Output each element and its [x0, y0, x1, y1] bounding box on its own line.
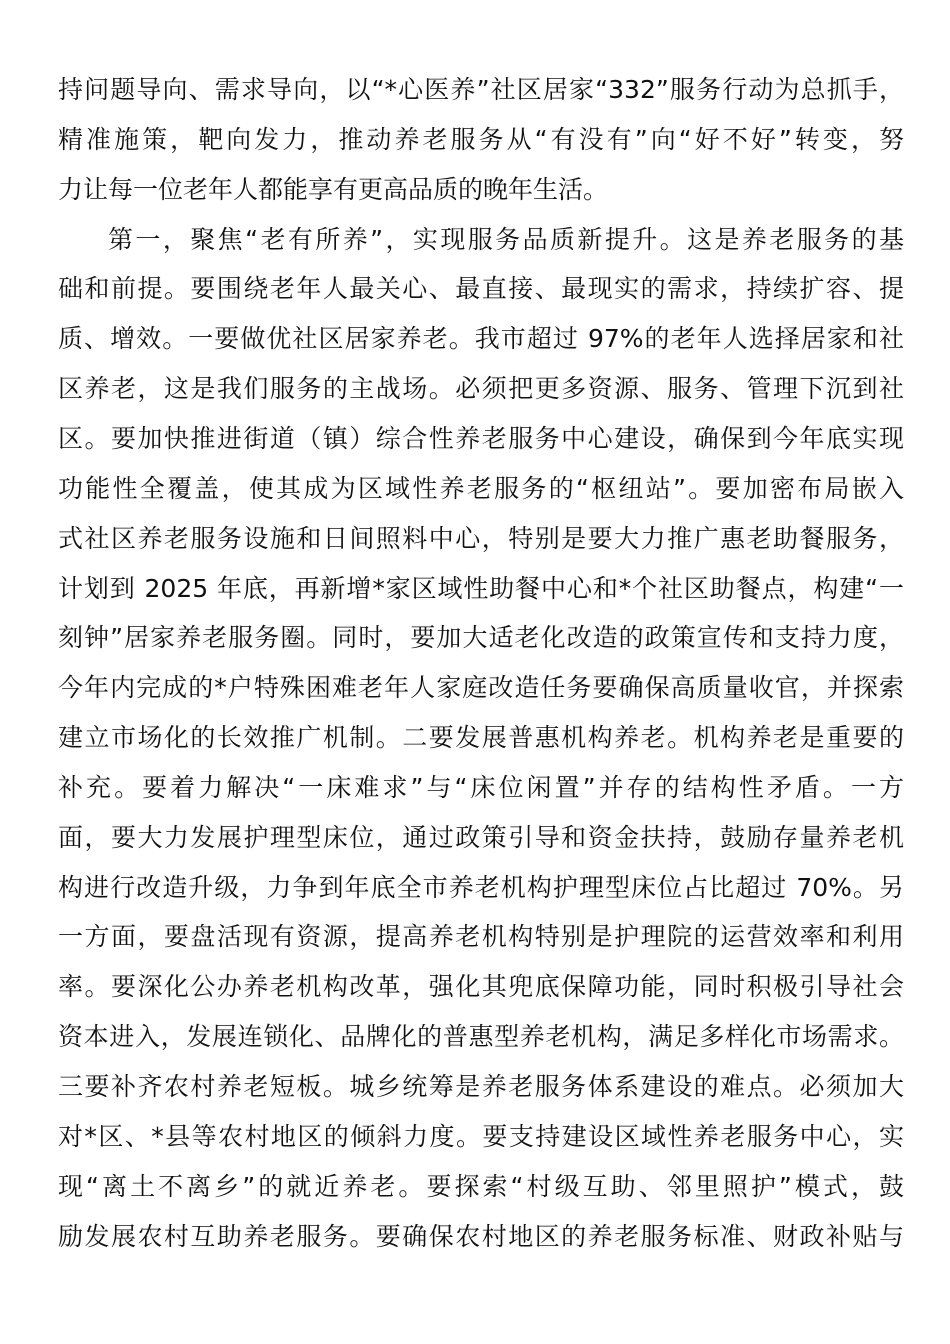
text-line: 率。要深化公办养老机构改革，强化其兜底保障功能，同时积极引导社会 — [58, 972, 904, 1002]
text-line: 励发展农村互助养老服务。要确保农村地区的养老服务标准、财政补贴与 — [58, 1221, 904, 1251]
text-line: 质、增效。一要做优社区居家养老。我市超过 97%的老年人选择居家和社 — [58, 324, 904, 354]
text-line: 对*区、*县等农村地区的倾斜力度。要支持建设区域性养老服务中心，实 — [58, 1121, 904, 1151]
text-line: 精准施策，靶向发力，推动养老服务从“有没有”向“好不好”转变，努 — [58, 124, 904, 154]
text-line: 资本进入，发展连锁化、品牌化的普惠型养老机构，满足多样化市场需求。 — [58, 1022, 904, 1052]
text-line: 力让每一位老年人都能享有更高品质的晚年生活。 — [58, 174, 609, 204]
text-line: 础和前提。要围绕老年人最关心、最直接、最现实的需求，持续扩容、提 — [58, 274, 904, 304]
text-line: 式社区养老服务设施和日间照料中心，特别是要大力推广惠老助餐服务， — [58, 523, 904, 553]
text-line: 功能性全覆盖，使其成为区域性养老服务的“枢纽站”。要加密布局嵌入 — [58, 473, 904, 503]
text-line: 现“离土不离乡”的就近养老。要探索“村级互助、邻里照护”模式，鼓 — [58, 1171, 904, 1201]
text-line: 补充。要着力解决“一床难求”与“床位闲置”并存的结构性矛盾。一方 — [58, 772, 904, 802]
text-line: 区养老，这是我们服务的主战场。必须把更多资源、服务、管理下沉到社 — [58, 374, 904, 404]
text-line: 第一，聚焦“老有所养”，实现服务品质新提升。这是养老服务的基 — [108, 224, 904, 254]
text-line: 持问题导向、需求导向，以“*心医养”社区居家“332”服务行动为总抓手， — [58, 75, 904, 104]
text-line: 今年内完成的*户特殊困难老年人家庭改造任务要确保高质量收官，并探索 — [58, 673, 904, 703]
text-line: 构进行改造升级，力争到年底全市养老机构护理型床位占比超过 70%。另 — [58, 872, 904, 902]
text-line: 一方面，要盘活现有资源，提高养老机构特别是护理院的运营效率和利用 — [58, 922, 904, 952]
text-line: 区。要加快推进街道（镇）综合性养老服务中心建设，确保到今年底实现 — [58, 423, 904, 453]
text-line: 计划到 2025 年底，再新增*家区域性助餐中心和*个社区助餐点，构建“一 — [58, 573, 904, 603]
text-line: 建立市场化的长效推广机制。二要发展普惠机构养老。机构养老是重要的 — [58, 723, 904, 753]
text-line: 刻钟”居家养老服务圈。同时，要加大适老化改造的政策宣传和支持力度， — [58, 623, 904, 653]
text-line: 三要补齐农村养老短板。城乡统筹是养老服务体系建设的难点。必须加大 — [58, 1072, 904, 1101]
text-line: 面，要大力发展护理型床位，通过政策引导和资金扶持，鼓励存量养老机 — [58, 822, 904, 852]
